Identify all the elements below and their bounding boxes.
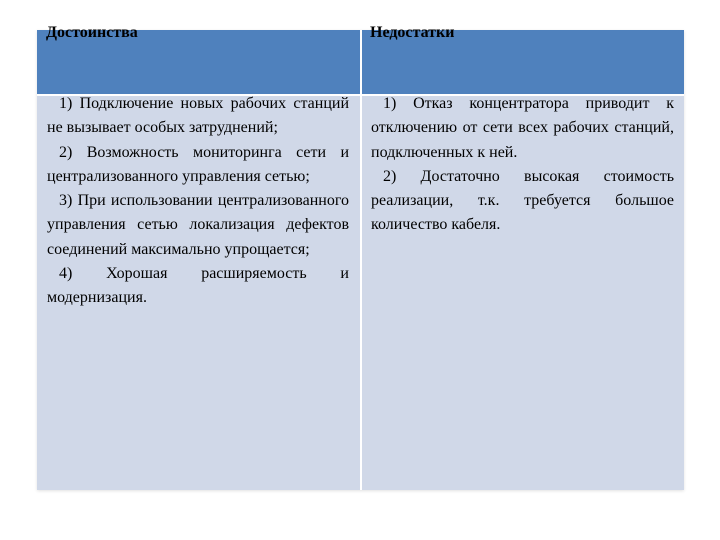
header-disadvantages: Недостатки [370, 24, 455, 41]
advantage-item: 4) Хорошая расширяемость и модернизация. [47, 265, 349, 307]
disadvantages-cell [371, 92, 674, 238]
disadvantage-item: 2) Достаточно высокая стоимость реализации, т.к. требуется большое количество кабеля. [371, 167, 674, 234]
advantage-item: 1) Подключение новых рабочих станций не вызывает особых затруднений; [47, 95, 349, 137]
disadvantage-item: 1) Отказ концентратора приводит к отключению от сети всех рабочих станций, подключенных к ней. [371, 95, 674, 161]
advantage-item: 3) При использовании централизованного управления сетью локализация дефектов соединений максимально упрощается; [47, 192, 349, 258]
header-advantages: Достоинства [46, 24, 138, 41]
advantage-item: 2) Возможность мониторинга сети и централизованного управления сетью; [47, 143, 349, 185]
advantages-cell [47, 92, 349, 311]
column-divider [360, 30, 362, 490]
